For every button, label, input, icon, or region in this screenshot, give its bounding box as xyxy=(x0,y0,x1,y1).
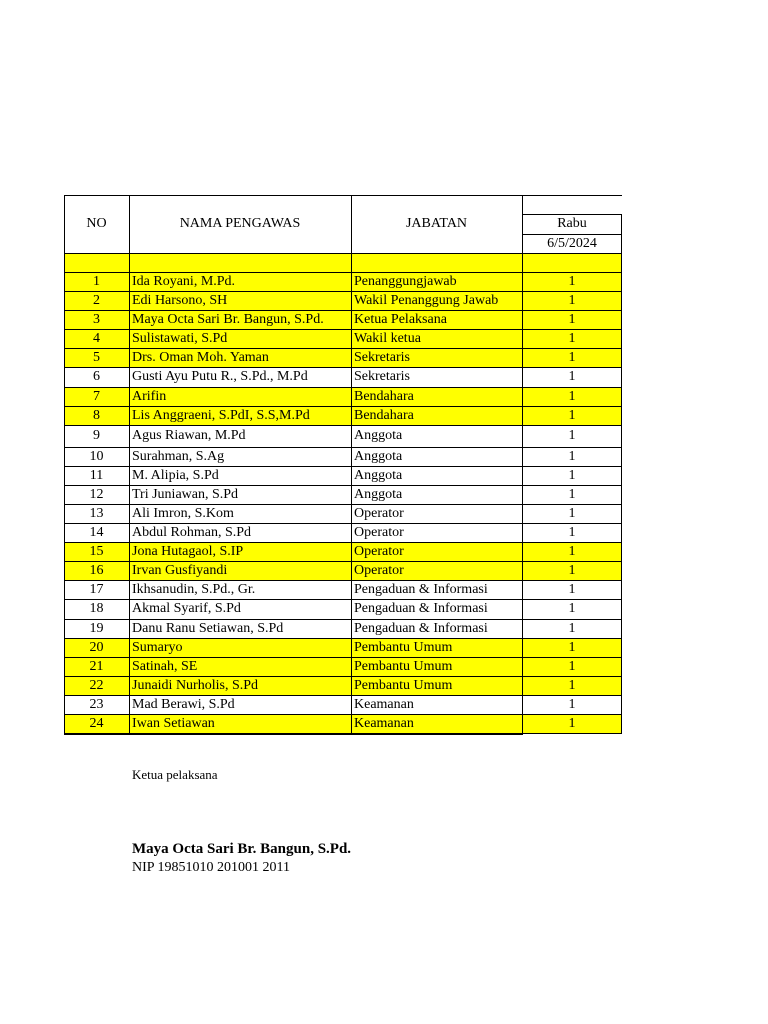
grid-row-line xyxy=(64,695,622,696)
row-jabatan: Sekretaris xyxy=(354,350,410,365)
header-date: 6/5/2024 xyxy=(547,236,597,251)
grid-row-line xyxy=(64,561,622,562)
row-value: 1 xyxy=(568,621,576,636)
row-nama: Lis Anggraeni, S.PdI, S.S,M.Pd xyxy=(132,408,310,423)
row-nama: Sumaryo xyxy=(132,640,183,655)
grid-row-line xyxy=(64,714,622,715)
row-value: 1 xyxy=(568,640,576,655)
row-no: 18 xyxy=(89,601,104,616)
grid-spacer-bottom xyxy=(64,272,622,273)
row-no: 9 xyxy=(93,428,100,443)
row-no: 1 xyxy=(93,274,100,289)
row-jabatan: Operator xyxy=(354,525,404,540)
row-nama: Akmal Syarif, S.Pd xyxy=(132,601,241,616)
grid-col-2 xyxy=(351,195,352,733)
row-value: 1 xyxy=(568,274,576,289)
row-nama: Surahman, S.Ag xyxy=(132,449,225,464)
grid-row-line xyxy=(64,504,622,505)
row-no: 7 xyxy=(93,389,100,404)
row-no: 8 xyxy=(93,408,100,423)
row-no: 22 xyxy=(89,678,104,693)
row-jabatan: Keamanan xyxy=(354,716,414,731)
row-no: 5 xyxy=(93,350,100,365)
grid-row-line xyxy=(64,466,622,467)
row-nama: M. Alipia, S.Pd xyxy=(132,468,219,483)
row-no: 4 xyxy=(93,331,100,346)
row-jabatan: Pengaduan & Informasi xyxy=(354,621,488,636)
row-nama: Ida Royani, M.Pd. xyxy=(132,274,236,289)
row-value: 1 xyxy=(568,659,576,674)
grid-row-line xyxy=(64,599,622,600)
row-nama: Gusti Ayu Putu R., S.Pd., M.Pd xyxy=(132,369,308,384)
row-no: 3 xyxy=(93,312,100,327)
row-no: 11 xyxy=(89,468,104,483)
row-no: 23 xyxy=(89,697,104,712)
row-nama: Ali Imron, S.Kom xyxy=(132,506,234,521)
row-jabatan: Penanggungjawab xyxy=(354,274,457,289)
row-value: 1 xyxy=(568,312,576,327)
grid-row-line xyxy=(64,329,622,330)
grid-row-line xyxy=(64,485,622,486)
header-no: NO xyxy=(86,216,107,231)
row-no: 19 xyxy=(89,621,104,636)
row-value: 1 xyxy=(568,716,576,731)
grid-row-line xyxy=(64,657,622,658)
row-jabatan: Bendahara xyxy=(354,408,414,423)
grid-row-line xyxy=(64,523,622,524)
row-nama: Jona Hutagaol, S.IP xyxy=(132,544,244,559)
row-value: 1 xyxy=(568,678,576,693)
row-no: 15 xyxy=(89,544,104,559)
row-jabatan: Pengaduan & Informasi xyxy=(354,601,488,616)
grid-subheader-mid xyxy=(522,234,622,235)
row-nama: Satinah, SE xyxy=(132,659,198,674)
row-value: 1 xyxy=(568,487,576,502)
grid-row-line xyxy=(64,291,622,292)
row-no: 13 xyxy=(89,506,104,521)
row-jabatan: Pembantu Umum xyxy=(354,659,453,674)
row-jabatan: Anggota xyxy=(354,428,403,443)
row-jabatan: Bendahara xyxy=(354,389,414,404)
row-jabatan: Wakil ketua xyxy=(354,331,421,346)
grid-row-line xyxy=(64,676,622,677)
grid-bottom-right xyxy=(522,733,622,734)
row-jabatan: Pembantu Umum xyxy=(354,678,453,693)
signer-title: Ketua pelaksana xyxy=(132,767,218,782)
grid-row-line xyxy=(64,619,622,620)
spacer-row xyxy=(64,253,622,272)
row-value: 1 xyxy=(568,369,576,384)
row-nama: Danu Ranu Setiawan, S.Pd xyxy=(132,621,284,636)
row-jabatan: Keamanan xyxy=(354,697,414,712)
grid-row-line xyxy=(64,406,622,407)
grid-row-line xyxy=(64,638,622,639)
header-day: Rabu xyxy=(557,216,587,231)
row-nama: Arifin xyxy=(132,389,167,404)
row-no: 21 xyxy=(89,659,104,674)
grid-row-line xyxy=(64,348,622,349)
grid-col-4 xyxy=(621,253,622,733)
row-jabatan: Anggota xyxy=(354,487,403,502)
grid-row-line xyxy=(64,425,622,426)
grid-row-line xyxy=(64,542,622,543)
signer-name: Maya Octa Sari Br. Bangun, S.Pd. xyxy=(132,841,352,857)
row-jabatan: Operator xyxy=(354,544,404,559)
row-nama: Mad Berawi, S.Pd xyxy=(132,697,235,712)
row-nama: Iwan Setiawan xyxy=(132,716,215,731)
row-no: 6 xyxy=(93,369,100,384)
row-no: 17 xyxy=(89,582,104,597)
row-nama: Edi Harsono, SH xyxy=(132,293,228,308)
grid-top xyxy=(64,195,622,196)
row-jabatan: Ketua Pelaksana xyxy=(354,312,447,327)
grid-row-line xyxy=(64,580,622,581)
row-value: 1 xyxy=(568,449,576,464)
row-jabatan: Operator xyxy=(354,563,404,578)
row-no: 20 xyxy=(89,640,104,655)
grid-row-line xyxy=(64,367,622,368)
row-value: 1 xyxy=(568,582,576,597)
row-no: 12 xyxy=(89,487,104,502)
row-jabatan: Pembantu Umum xyxy=(354,640,453,655)
grid-subheader-right xyxy=(621,214,622,253)
row-value: 1 xyxy=(568,601,576,616)
row-jabatan: Sekretaris xyxy=(354,369,410,384)
row-value: 1 xyxy=(568,428,576,443)
row-value: 1 xyxy=(568,468,576,483)
row-nama: Maya Octa Sari Br. Bangun, S.Pd. xyxy=(132,312,324,327)
row-nama: Junaidi Nurholis, S.Pd xyxy=(132,678,259,693)
row-jabatan: Anggota xyxy=(354,468,403,483)
row-jabatan: Operator xyxy=(354,506,404,521)
row-no: 14 xyxy=(89,525,104,540)
row-value: 1 xyxy=(568,331,576,346)
row-jabatan: Pengaduan & Informasi xyxy=(354,582,488,597)
row-value: 1 xyxy=(568,350,576,365)
header-nama: NAMA PENGAWAS xyxy=(179,216,301,231)
row-nama: Tri Juniawan, S.Pd xyxy=(132,487,239,502)
row-no: 10 xyxy=(89,449,104,464)
grid-col-0 xyxy=(64,195,65,734)
row-value: 1 xyxy=(568,697,576,712)
row-jabatan: Anggota xyxy=(354,449,403,464)
row-value: 1 xyxy=(568,389,576,404)
row-value: 1 xyxy=(568,544,576,559)
grid-col-3 xyxy=(522,195,523,735)
grid-col-1 xyxy=(129,195,130,733)
row-nama: Drs. Oman Moh. Yaman xyxy=(132,350,269,365)
row-nama: Agus Riawan, M.Pd xyxy=(132,428,246,443)
header-jabatan: JABATAN xyxy=(405,216,468,231)
row-nama: Abdul Rohman, S.Pd xyxy=(132,525,252,540)
grid-row-line xyxy=(64,387,622,388)
row-value: 1 xyxy=(568,293,576,308)
row-no: 16 xyxy=(89,563,104,578)
row-value: 1 xyxy=(568,525,576,540)
row-nama: Ikhsanudin, S.Pd., Gr. xyxy=(132,582,256,597)
row-value: 1 xyxy=(568,408,576,423)
grid-bottom xyxy=(64,733,522,735)
row-no: 24 xyxy=(89,716,104,731)
row-value: 1 xyxy=(568,563,576,578)
grid-row-line xyxy=(64,310,622,311)
grid-header-bottom xyxy=(64,253,622,254)
row-value: 1 xyxy=(568,506,576,521)
row-jabatan: Wakil Penanggung Jawab xyxy=(354,293,499,308)
signer-nip: NIP 19851010 201001 2011 xyxy=(132,860,291,875)
grid-row-line xyxy=(64,447,622,448)
row-no: 2 xyxy=(93,293,100,308)
row-nama: Irvan Gusfiyandi xyxy=(132,563,228,578)
row-nama: Sulistawati, S.Pd xyxy=(132,331,228,346)
grid-subheader-top xyxy=(522,214,622,215)
